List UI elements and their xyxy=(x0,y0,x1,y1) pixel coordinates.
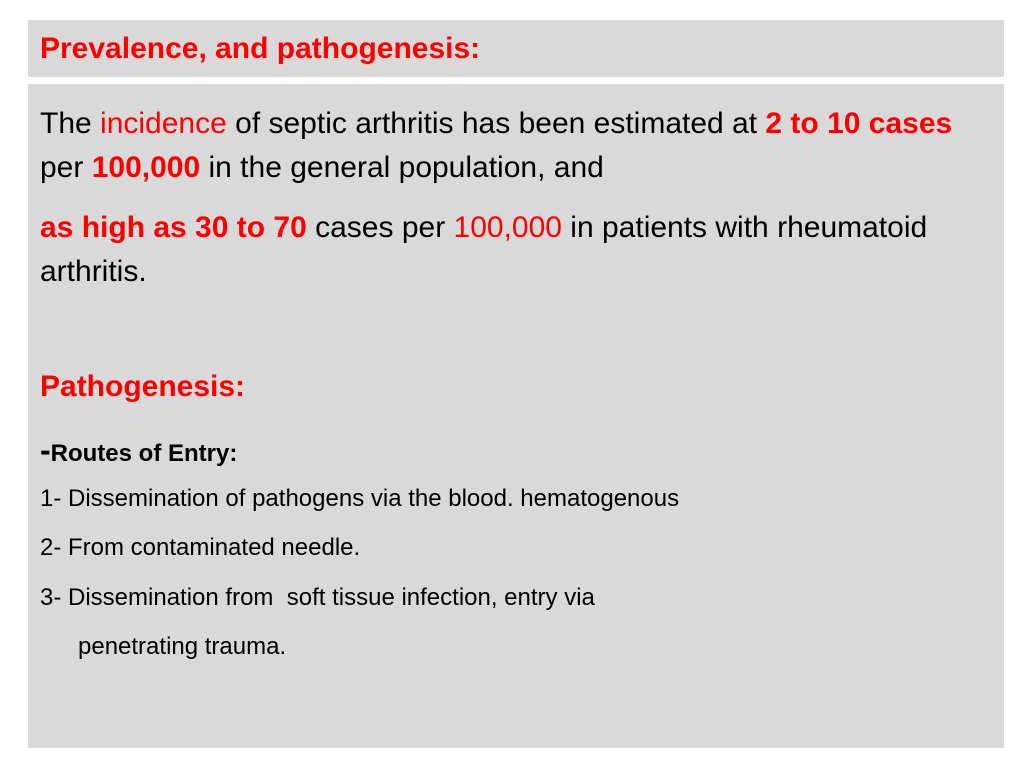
route-item-3-continuation: penetrating trauma. xyxy=(78,633,287,660)
routes-dash: - xyxy=(40,432,51,468)
route-item-1: 1- Dissemination of pathogens via the blood. hematogenous xyxy=(40,485,680,512)
ra-paragraph xyxy=(40,206,990,294)
routes-of-entry-label xyxy=(40,432,237,469)
pathogenesis-heading: Pathogenesis: xyxy=(40,370,246,403)
incidence-text-4: in the general population, and xyxy=(200,151,604,184)
route-item-2: 2- From contaminated needle. xyxy=(40,534,361,561)
incidence-paragraph xyxy=(40,102,990,190)
routes-label-text: Routes of Entry: xyxy=(50,440,238,467)
route-item-3: 3- Dissemination from soft tissue infection, entry via xyxy=(40,584,595,611)
slide-title: Prevalence, and pathogenesis: xyxy=(40,32,481,65)
title-panel xyxy=(28,20,1004,77)
content-panel xyxy=(28,84,1004,748)
incidence-text-3: per xyxy=(40,151,92,184)
ra-high-range: as high as 30 to 70 xyxy=(40,211,307,244)
ra-per-population: 100,000 xyxy=(453,211,562,244)
ra-text-1: cases per xyxy=(306,211,454,244)
ra-text-2: in patients with rheumatoid arthritis. xyxy=(40,211,928,288)
incidence-text-1: The xyxy=(40,107,101,140)
incidence-text-2: of septic arthritis has been estimated at xyxy=(226,107,766,140)
incidence-per-population: 100,000 xyxy=(91,151,201,184)
incidence-word: incidence xyxy=(100,107,227,140)
incidence-range: 2 to 10 cases xyxy=(765,107,953,140)
